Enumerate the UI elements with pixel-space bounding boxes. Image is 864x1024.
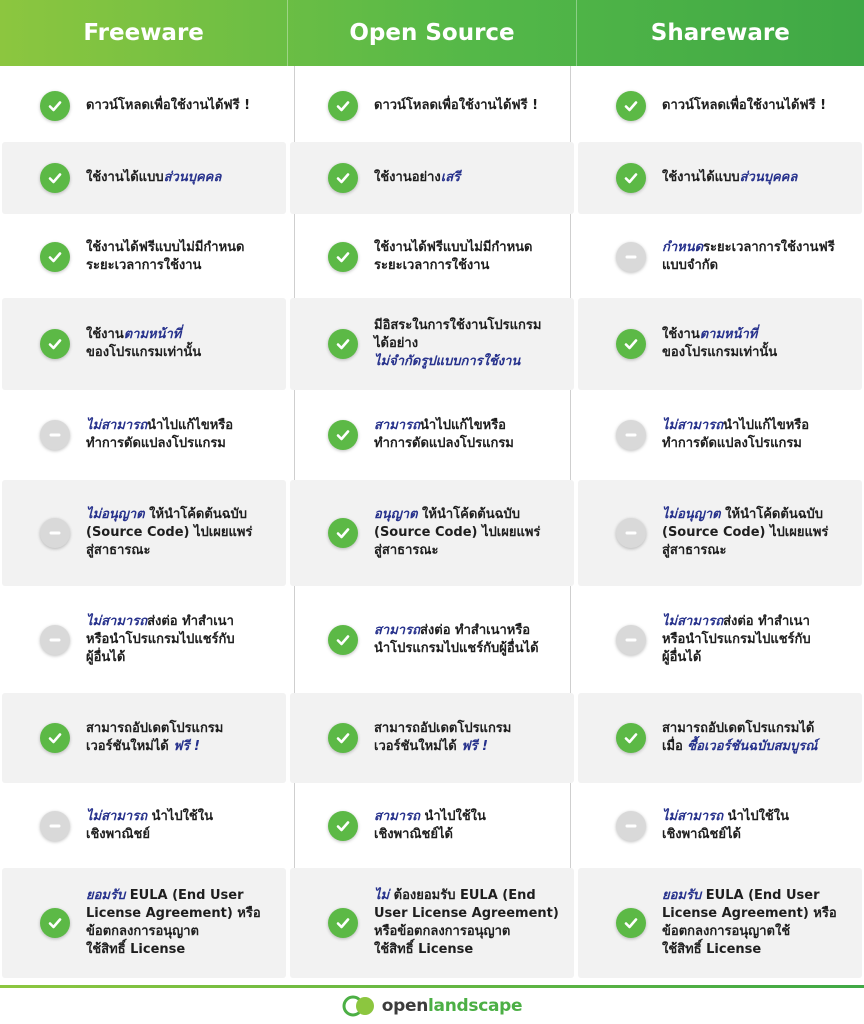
cell-text [86,417,233,453]
check-icon [328,163,358,193]
body-text: ของโปรแกรมเท่านั้น [662,345,778,360]
body-text: ดาวน์โหลดเพื่อใช้งานได้ฟรี ! [374,98,539,113]
cell-freeware [2,142,286,214]
cell-shareware [578,142,862,214]
cell-open-source [290,70,574,142]
cell-text [662,169,797,187]
minus-icon [40,420,70,450]
table-row [0,693,864,783]
minus-icon [616,811,646,841]
highlight-text: ไม่สามารถ [662,418,724,433]
cell-text [662,417,809,453]
cell-shareware [578,589,862,691]
cell-text [86,613,235,667]
highlight-text: กำหนด [662,240,704,255]
highlight-text: ยอมรับ [662,888,702,903]
check-icon [328,811,358,841]
body-text: สามารถอัปเดตโปรแกรมได้ เมื่อ [662,721,815,754]
cell-text [374,506,540,560]
check-icon [328,625,358,655]
highlight-text: ไม่ [374,888,390,903]
cell-text [86,239,245,275]
body-text: สามารถอัปเดตโปรแกรม เวอร์ชันใหม่ได้ [374,721,512,754]
minus-icon [40,625,70,655]
cell-freeware [2,868,286,978]
cell-freeware [2,589,286,691]
highlight-text: ไม่สามารถ [86,809,148,824]
column-title-freeware: Freeware [83,20,204,46]
highlight-text: ไม่สามารถ [86,614,148,629]
highlight-text: ส่วนบุคคล [739,170,798,185]
check-icon [616,329,646,359]
cell-open-source [290,868,574,978]
cell-freeware [2,392,286,478]
cell-shareware [578,217,862,297]
check-icon [328,91,358,121]
cell-text [662,613,811,667]
cell-text [86,506,252,560]
minus-icon [616,518,646,548]
highlight-text: อนุญาต [374,507,418,522]
cell-open-source [290,392,574,478]
check-icon [328,518,358,548]
table-row [0,786,864,866]
logo-text: openlandscape [381,996,523,1016]
highlight-text: สามารถ [374,623,420,638]
body-text: ใช้งานได้แบบ [86,170,164,185]
cell-text [662,239,835,275]
cell-shareware [578,298,862,390]
table-row [0,217,864,297]
check-icon [40,163,70,193]
body-text: ดาวน์โหลดเพื่อใช้งานได้ฟรี ! [86,98,251,113]
body-text: นำไปแก้ไขหรือ ทำการดัดแปลงโปรแกรม [86,418,234,451]
cell-text [662,887,837,959]
cell-shareware [578,70,862,142]
cell-text [374,808,486,844]
highlight-text: ไม่อนุญาต [86,507,145,522]
cell-text [86,97,250,115]
logo-mark-icon [342,995,376,1017]
highlight-text: สามารถ [374,418,420,433]
cell-text [374,169,460,187]
cell-freeware [2,70,286,142]
header-bar [0,0,864,66]
table-row [0,298,864,390]
body-text: ส่งต่อ ทำสำเนาหรือ นำโปรแกรมไปแชร์กับผู้อื่นได้ [374,623,539,656]
table-row [0,589,864,691]
cell-text [662,808,789,844]
check-icon [328,242,358,272]
highlight-text: ไม่สามารถ [662,614,724,629]
highlight-text: ไม่อนุญาต [662,507,721,522]
check-icon [40,908,70,938]
body-text: ให้นำโค้ดต้นฉบับ (Source Code) ไปเผยแพร่ สู่สาธารณะ [374,507,541,558]
minus-icon [616,420,646,450]
check-icon [616,163,646,193]
body-text: มีอิสระในการใช้งานโปรแกรม ได้อย่าง [374,318,542,351]
cell-shareware [578,392,862,478]
cell-open-source [290,298,574,390]
body-text: ระยะเวลาการใช้งานฟรี แบบจำกัด [662,240,835,273]
cell-shareware [578,693,862,783]
cell-text [374,720,511,756]
cell-freeware [2,480,286,586]
body-text: EULA (End User License Agreement) หรือ ข้อตกลงการอนุญาตใช้ ใช้สิทธิ์ License [662,888,837,957]
body-text: นำไปแก้ไขหรือ ทำการดัดแปลงโปรแกรม [374,418,514,451]
body-text: ใช้งานได้ฟรีแบบไม่มีกำหนด ระยะเวลาการใช้งาน [86,240,245,273]
cell-open-source [290,480,574,586]
body-text: ใช้งานได้แบบ [662,170,740,185]
cell-freeware [2,693,286,783]
cell-open-source [290,693,574,783]
body-text: ต้องยอมรับ EULA (End User License Agreement) หรือข้อตกลงการอนุญาต ใช้สิทธิ์ License [374,888,559,957]
table-row [0,392,864,478]
highlight-text: ไม่จำกัดรูปแบบการใช้งาน [374,354,521,369]
minus-icon [40,518,70,548]
body-text: นำไปใช้ใน เชิงพาณิชย์ [86,809,213,842]
highlight-text: สามารถ [374,809,420,824]
cell-text [374,97,538,115]
table-row [0,142,864,214]
cell-freeware [2,786,286,866]
cell-freeware [2,298,286,390]
cell-freeware [2,217,286,297]
body-text: นำไปแก้ไขหรือ ทำการดัดแปลงโปรแกรม [662,418,810,451]
cell-text [86,169,221,187]
cell-text [662,506,828,560]
highlight-text: ตามหน้าที่ [123,327,182,342]
column-title-shareware: Shareware [576,0,864,66]
cell-text [86,887,261,959]
table-row [0,480,864,586]
cell-text [662,326,777,362]
table-row [0,868,864,978]
body-text: ของโปรแกรมเท่านั้น [86,345,202,360]
check-icon [40,242,70,272]
highlight-text: ไม่สามารถ [662,809,724,824]
body-text: ให้นำโค้ดต้นฉบับ (Source Code) ไปเผยแพร่ สู่สาธารณะ [662,507,829,558]
check-icon [616,723,646,753]
highlight-text: ไม่สามารถ [86,418,148,433]
body-text: ใช้งาน [662,327,700,342]
highlight-text: เสรี [440,170,461,185]
minus-icon [616,625,646,655]
body-text: ใช้งาน [86,327,124,342]
cell-shareware [578,786,862,866]
table-row [0,70,864,142]
cell-shareware [578,868,862,978]
highlight-text: ฟรี ! [461,739,488,754]
highlight-text: ฟรี ! [173,739,200,754]
cell-text [374,622,539,658]
check-icon [328,908,358,938]
cell-shareware [578,480,862,586]
column-title-open-source: Open Source [287,0,575,66]
body-text: ใช้งานได้ฟรีแบบไม่มีกำหนด ระยะเวลาการใช้งาน [374,240,533,273]
cell-text [86,326,201,362]
check-icon [616,91,646,121]
body-text: EULA (End User License Agreement) หรือ ข้อตกลงการอนุญาต ใช้สิทธิ์ License [86,888,261,957]
minus-icon [40,811,70,841]
check-icon [328,723,358,753]
body-text: ส่งต่อ ทำสำเนา หรือนำโปรแกรมไปแชร์กับ ผู้อื่นได้ [662,614,811,665]
body-text: ใช้งานอย่าง [374,170,441,185]
body-text: ดาวน์โหลดเพื่อใช้งานได้ฟรี ! [662,98,827,113]
check-icon [40,91,70,121]
footer-divider [0,985,864,988]
cell-text [662,720,817,756]
cell-open-source [290,142,574,214]
body-text: นำไปใช้ใน เชิงพาณิชย์ได้ [662,809,789,842]
cell-text [86,720,223,756]
highlight-text: ซื้อเวอร์ชันฉบับสมบูรณ์ [687,739,818,754]
check-icon [328,329,358,359]
body-text: ส่งต่อ ทำสำเนา หรือนำโปรแกรมไปแชร์กับ ผู้อื่นได้ [86,614,235,665]
highlight-text: ยอมรับ [86,888,126,903]
cell-open-source [290,589,574,691]
minus-icon [616,242,646,272]
cell-text [662,97,826,115]
highlight-text: ตามหน้าที่ [699,327,758,342]
body-text: นำไปใช้ใน เชิงพาณิชย์ได้ [374,809,486,842]
body-text: สามารถอัปเดตโปรแกรม เวอร์ชันใหม่ได้ [86,721,224,754]
cell-text [374,239,533,275]
check-icon [616,908,646,938]
check-icon [328,420,358,450]
check-icon [40,329,70,359]
cell-text [374,317,541,371]
openlandscape-logo [0,993,864,1019]
body-text: ให้นำโค้ดต้นฉบับ (Source Code) ไปเผยแพร่ สู่สาธารณะ [86,507,253,558]
cell-text [374,417,514,453]
check-icon [40,723,70,753]
highlight-text: ส่วนบุคคล [163,170,222,185]
cell-open-source [290,786,574,866]
cell-open-source [290,217,574,297]
cell-text [374,887,559,959]
cell-text [86,808,213,844]
